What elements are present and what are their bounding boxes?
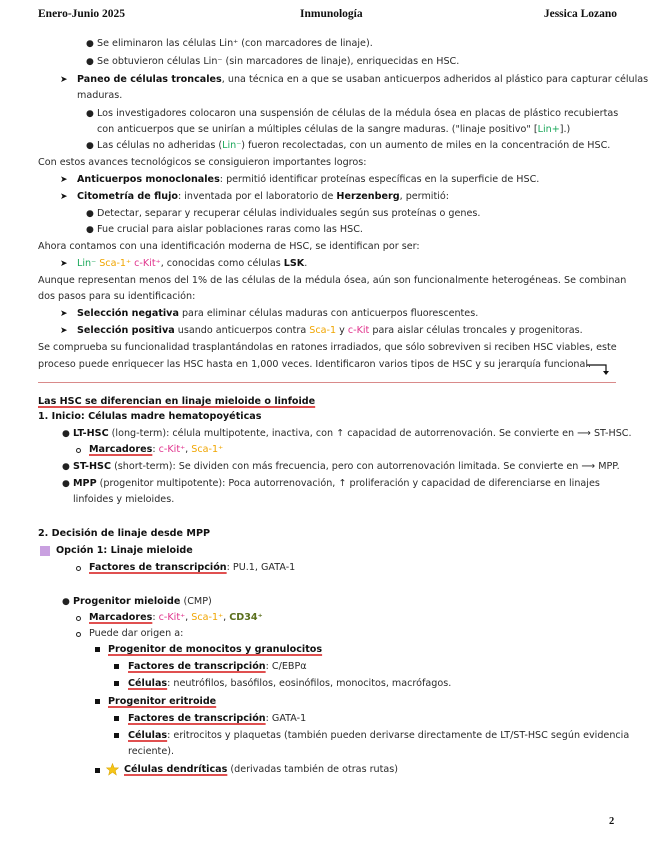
corner-arrow-icon — [586, 362, 612, 376]
text-line: Se comprueba su funcionalidad trasplantándolas en ratones irradiados, que sólo sobreviven si reciben HSC viables, este — [38, 342, 617, 353]
bullet-dot: ● — [86, 141, 94, 151]
text-line: MPP (progenitor multipotente): Poca autorrenovación, ↑ proliferación y capacidad de diferenciarse en linajes — [73, 478, 600, 489]
text-line: Factores de transcripción: C/EBPα — [128, 661, 307, 672]
section-subtitle: 2. Decisión de linaje desde MPP — [38, 528, 211, 539]
arrow-bullet-icon: ➤ — [60, 75, 68, 85]
bullet-dot: ● — [86, 39, 94, 49]
text-line: Se eliminaron las células Lin⁺ (con marcadores de linaje). — [97, 38, 373, 49]
bullet-dot: ● — [62, 479, 70, 489]
section-subtitle: 1. Inicio: Células madre hematopoyéticas — [38, 411, 262, 422]
bullet-square — [95, 699, 100, 704]
bullet-dot: ● — [86, 57, 94, 67]
text-line: Paneo de células troncales, una técnica en a que se usaban anticuerpos adheridos al plástico para capturar células — [77, 74, 649, 85]
text-line: maduras. — [77, 90, 123, 101]
text-line: Selección negativa para eliminar células maduras con anticuerpos fluorescentes. — [77, 308, 479, 319]
arrow-bullet-icon: ➤ — [60, 309, 68, 319]
bullet-circle — [76, 566, 81, 571]
bullet-circle — [76, 632, 81, 637]
text-line: linfoides y mieloides. — [73, 494, 175, 505]
text-line: Progenitor de monocitos y granulocitos — [108, 644, 323, 655]
bullet-dot: ● — [62, 429, 70, 439]
bullet-square — [114, 664, 119, 669]
text-line: Aunque representan menos del 1% de las células de la médula ósea, aún son funcionalmente heterogéneas. Se combinan — [38, 275, 627, 286]
purple-square-icon — [40, 546, 50, 556]
text-line: ST-HSC (short-term): Se dividen con más frecuencia, pero con autorrenovación limitada. Se convierte en ⟶ MPP. — [73, 461, 620, 472]
text-line: Células: neutrófilos, basófilos, eosinófilos, monocitos, macrófagos. — [128, 678, 452, 689]
bullet-circle — [76, 448, 81, 453]
section-divider — [38, 382, 616, 383]
text-line: Citometría de flujo: inventada por el laboratorio de Herzenberg, permitió: — [77, 191, 450, 202]
text-line: Factores de transcripción: GATA-1 — [128, 713, 307, 724]
bullet-dot: ● — [86, 225, 94, 235]
text-line: LT-HSC (long-term): célula multipotente, inactiva, con ↑ capacidad de autorrenovación. Se convierte en ⟶ ST-HSC. — [73, 428, 632, 439]
bullet-square — [95, 647, 100, 652]
text-line: Se obtuvieron células Lin⁻ (sin marcadores de linaje), enriquecidas en HSC. — [97, 56, 460, 67]
text-line: Los investigadores colocaron una suspensión de células de la médula ósea en placas de plástico recubiertas — [97, 108, 619, 119]
bullet-square — [114, 716, 119, 721]
text-line: reciente). — [128, 746, 175, 757]
text-line: Marcadores: c-Kit⁺, Sca-1⁺, CD34⁺ — [89, 612, 263, 623]
text-line: con anticuerpos que se unirían a múltiples células de la sangre maduras. ("linaje positivo" [Lin+].) — [97, 124, 571, 135]
text-line: Las células no adheridas (Lin⁻) fueron recolectadas, con un aumento de miles en la concentración de HSC. — [97, 140, 611, 151]
text-line: Fue crucial para aislar poblaciones raras como las HSC. — [97, 224, 363, 235]
section-title: Las HSC se diferencian en linaje mieloide o linfoide — [38, 396, 316, 407]
text-line: Progenitor eritroide — [108, 696, 217, 707]
text-line: Progenitor mieloide (CMP) — [73, 596, 212, 607]
header-left: Enero-Junio 2025 — [38, 8, 126, 20]
text-line: Marcadores: c-Kit⁺, Sca-1⁺ — [89, 444, 224, 455]
text-line: dos pasos para su identificación: — [38, 291, 196, 302]
page-number: 2 — [609, 816, 615, 827]
arrow-bullet-icon: ➤ — [60, 259, 68, 269]
header-center: Inmunología — [300, 8, 363, 20]
arrow-bullet-icon: ➤ — [60, 326, 68, 336]
text-line: Factores de transcripción: PU.1, GATA-1 — [89, 562, 296, 573]
text-line: Selección positiva usando anticuerpos contra Sca-1 y c-Kit para aislar células troncales y progenitoras. — [77, 325, 583, 336]
text-line: Detectar, separar y recuperar células individuales según sus proteínas o genes. — [97, 208, 481, 219]
text-line: Células dendríticas (derivadas también de otras rutas) — [124, 764, 399, 775]
bullet-dot: ● — [86, 109, 94, 119]
bullet-square — [114, 733, 119, 738]
arrow-bullet-icon: ➤ — [60, 192, 68, 202]
text-line: Lin⁻ Sca-1⁺ c-Kit⁺, conocidas como células LSK. — [77, 258, 308, 269]
text-line: Anticuerpos monoclonales: permitió identificar proteínas específicas en la superficie de HSC. — [77, 174, 540, 185]
header-right: Jessica Lozano — [543, 8, 617, 20]
bullet-dot: ● — [86, 209, 94, 219]
bullet-circle — [76, 616, 81, 621]
star-icon — [106, 763, 119, 776]
text-line: Células: eritrocitos y plaquetas (también pueden derivarse directamente de LT/ST-HSC según evidencia — [128, 730, 630, 741]
option-title: Opción 1: Linaje mieloide — [56, 545, 193, 556]
bullet-square — [95, 768, 100, 773]
bullet-dot: ● — [62, 597, 70, 607]
text-line: Puede dar origen a: — [89, 628, 184, 639]
bullet-dot: ● — [62, 462, 70, 472]
text-line: Ahora contamos con una identificación moderna de HSC, se identifican por ser: — [38, 241, 420, 252]
text-line: proceso puede enriquecer las HSC hasta en 1,000 veces. Identificaron varios tipos de HSC y su jerarquía funcional. — [38, 359, 592, 370]
bullet-square — [114, 681, 119, 686]
text-line: Con estos avances tecnológicos se consiguieron importantes logros: — [38, 157, 367, 168]
arrow-bullet-icon: ➤ — [60, 175, 68, 185]
